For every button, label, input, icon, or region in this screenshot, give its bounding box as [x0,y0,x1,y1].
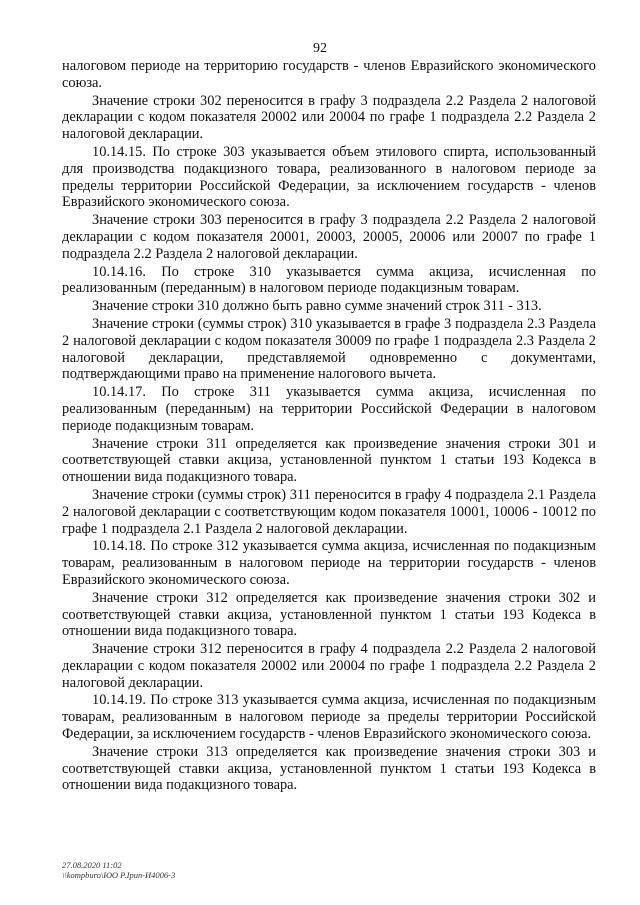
paragraph-clause-10-14-17: 10.14.17. По строке 311 указывается сумма акциза, исчисленная по реализованным (переданным) на территории Российской Федерации в налоговом периоде подакцизным товарам. [62,384,596,434]
document-footer [62,860,175,880]
paragraph-clause-10-14-18: 10.14.18. По строке 312 указывается сумма акциза, исчисленная по подакцизным товарам, реализованным в налоговом периоде на территории государств - членов Евразийского экономического союза. [62,538,596,588]
paragraph: Значение строки (суммы строк) 310 указывается в графе 3 подраздела 2.3 Раздела 2 налоговой декларации с кодом показателя 30009 по графе 1 подраздела 2.3 Раздела 2 налоговой декларации, представляемой одновременно с документами, подтверждающими право на применение налогового вычета. [62,315,596,383]
paragraph: Значение строки 310 должно быть равно сумме значений строк 311 - 313. [92,298,542,315]
paragraph: Значение строки 303 переносится в графу 3 подраздела 2.2 Раздела 2 налоговой декларации с кодом показателя 20001, 20003, 20005, 20006 или 20007 по графе 1 подраздела 2.2 Раздела 2 налоговой декларации. [62,212,596,262]
paragraph: Значение строки 312 переносится в графу 4 подраздела 2.2 Раздела 2 налоговой декларации с кодом показателя 20002 или 20004 по графе 1 подраздела 2.2 Раздела 2 налоговой декларации. [62,641,596,691]
paragraph: Значение строки 311 определяется как произведение значения строки 301 и соответствующей ставки акциза, установленной пунктом 1 статьи 193 Кодекса в отношении вида подакцизного товара. [62,435,596,486]
footer-date: 27.08.2020 11:02 [62,860,122,870]
paragraph-clause-10-14-16: 10.14.16. По строке 310 указывается сумма акциза, исчисленная по реализованным (переданным) в налоговом периоде подакцизным товарам. [62,263,596,297]
paragraph: Значение строки (суммы строк) 311 переносится в графу 4 подраздела 2.1 Раздела 2 налоговой декларации с соответствующим кодом показателя 10001, 10006 - 10012 по графе 1 подраздела 2.1 Раздела 2 налоговой декларации. [62,486,596,537]
page-number: 92 [313,41,327,56]
document-body [62,58,596,795]
paragraph: Значение строки 312 определяется как произведение значения строки 302 и соответствующей ставки акциза, установленной пунктом 1 статьи 193 Кодекса в отношении вида подакцизного товара. [62,589,596,640]
paragraph: Значение строки 302 переносится в графу 3 подраздела 2.2 Раздела 2 налоговой декларации с кодом показателя 20002 или 20004 по графе 1 подраздела 2.2 Раздела 2 налоговой декларации. [62,92,596,143]
paragraph: Значение строки 313 определяется как произведение значения строки 303 и соответствующей ставки акциза, установленной пунктом 1 статьи 193 Кодекса в отношении вида подакцизного товара. [62,743,596,794]
paragraph-continuation: налоговом периоде на территорию государств - членов Евразийского экономического союза. [62,58,596,91]
footer-file-path: \\kompburo\ЮО Р.Ірип-И4006-3 [62,870,176,880]
paragraph-clause-10-14-15: 10.14.15. По строке 303 указывается объем этилового спирта, использованный для производства подакцизного товара, реализованного в налоговом периоде за пределы территории Российской Федерации, за исключением государств - членов Евразийского экономического союза. [62,143,596,211]
paragraph-clause-10-14-19: 10.14.19. По строке 313 указывается сумма акциза, исчисленная по подакцизным товарам, реализованным в налоговом периоде за пределы территории Российской Федерации, за исключением государств - членов Евразийского экономического союза. [62,692,596,743]
